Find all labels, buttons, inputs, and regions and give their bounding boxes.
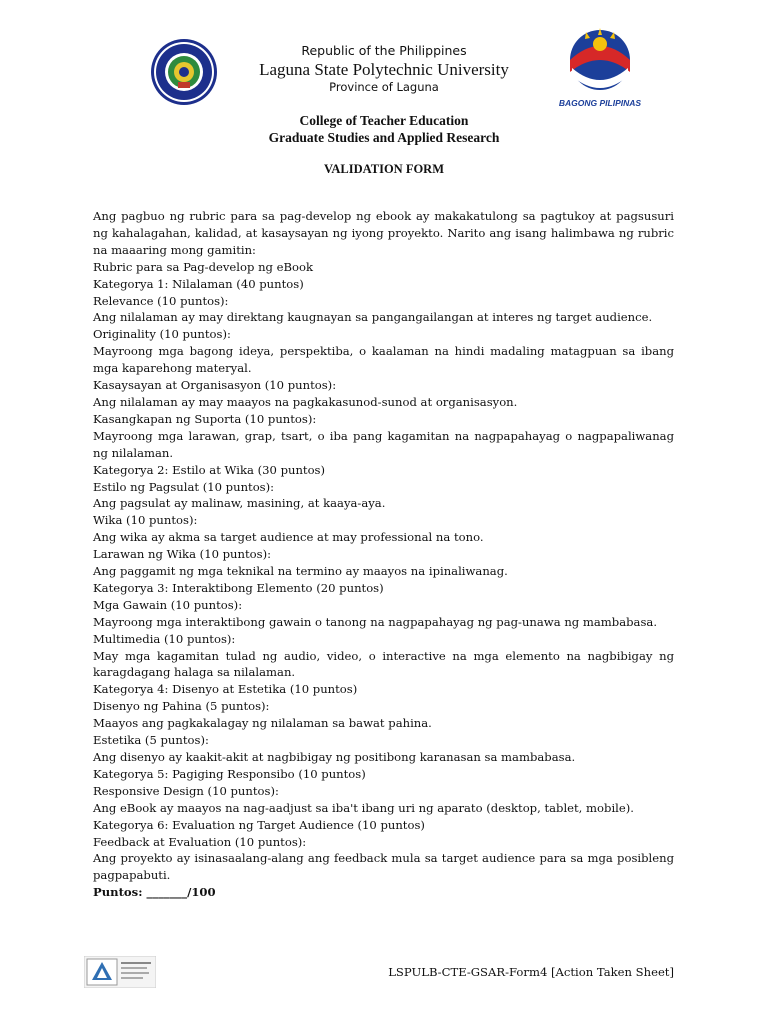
rubric-line: Kategorya 1: Nilalaman (40 puntos) <box>93 276 304 291</box>
rubric-line: Larawan ng Wika (10 puntos): <box>93 547 272 562</box>
rubric-line: Feedback at Evaluation (10 puntos): <box>93 834 307 849</box>
rubric-lines <box>93 259 674 885</box>
graduate-studies-line: Graduate Studies and Applied Research <box>268 130 500 145</box>
rubric-line: Mayroong mga interaktibong gawain o tanong na nagpapahayag ng pag-unawa ng mambabasa. <box>93 614 658 629</box>
intro-paragraph: Ang pagbuo ng rubric para sa pag-develop ng ebook ay makakatulong sa pagtukoy at pagsusuri ng kahalagahan, kalidad, at kasaysayan ng iyong proyekto. Narito ang isang halimbawa ng rubric na maaaring mong gamitin: <box>93 209 674 257</box>
republic-line: Republic of the Philippines <box>301 43 467 58</box>
rubric-line: Originality (10 puntos): <box>93 327 231 342</box>
score-line: Puntos: _______/100 <box>93 885 216 900</box>
rubric-line: May mga kagamitan tulad ng audio, video, o interactive na mga elemento na nagbibigay ng karagdagang halaga sa nilalaman. <box>93 648 674 680</box>
province-line: Province of Laguna <box>329 80 439 94</box>
rubric-line: Estilo ng Pagsulat (10 puntos): <box>93 479 275 494</box>
rubric-line: Ang nilalaman ay may direktang kaugnayan sa pangangailangan at interes ng target audience. <box>93 310 653 325</box>
university-name: Laguna State Polytechnic University <box>259 60 509 79</box>
rubric-line: Rubric para sa Pag-develop ng eBook <box>93 259 314 274</box>
rubric-line: Ang proyekto ay isinasaalang-alang ang feedback mula sa target audience para sa mga posibleng pagpapabuti. <box>93 851 674 883</box>
rubric-line: Kategorya 6: Evaluation ng Target Audience (10 puntos) <box>93 817 425 832</box>
rubric-line: Multimedia (10 puntos): <box>93 631 236 646</box>
rubric-line: Kasangkapan ng Suporta (10 puntos): <box>93 411 317 426</box>
rubric-line: Mayroong mga larawan, grap, tsart, o iba pang kagamitan na nagpapahayag o nagpapaliwanag ng nilalaman. <box>93 428 674 460</box>
rubric-line: Disenyo ng Pahina (5 puntos): <box>93 699 270 714</box>
rubric-line: Ang disenyo ay kaakit-akit at nagbibigay ng positibong karanasan sa mambabasa. <box>93 750 576 764</box>
form-title: VALIDATION FORM <box>323 162 445 176</box>
college-name: College of Teacher Education <box>299 113 469 128</box>
rubric-line: Kategorya 4: Disenyo at Estetika (10 puntos) <box>93 682 358 697</box>
rubric-line: Ang paggamit ng mga teknikal na termino ay maayos na ipinaliwanag. <box>93 564 508 579</box>
rubric-line: Ang wika ay akma sa target audience at may professional na tono. <box>93 530 484 545</box>
rubric-line: Mayroong mga bagong ideya, perspektiba, o kaalaman na hindi madaling matagpuan sa ibang mga kaparehong materyal. <box>93 344 674 376</box>
rubric-line: Ang nilalaman ay may maayos na pagkakasunod-sunod at organisasyon. <box>93 394 518 409</box>
rubric-line: Maayos ang pagkakalagay ng nilalaman sa bawat pahina. <box>93 716 432 731</box>
bagong-pilipinas-text: BAGONG PILIPINAS <box>558 98 642 108</box>
rubric-line: Mga Gawain (10 puntos): <box>93 597 243 612</box>
rubric-line: Ang pagsulat ay malinaw, masining, at kaaya-aya. <box>93 496 386 511</box>
form-code: LSPULB-CTE-GSAR-Form4 [Action Taken Sheet] <box>388 965 674 979</box>
rubric-content <box>93 208 674 901</box>
rubric-line: Relevance (10 puntos): <box>93 293 229 308</box>
rubric-line: Kategorya 5: Pagiging Responsibo (10 puntos) <box>93 766 366 781</box>
rubric-line: Kasaysayan at Organisasyon (10 puntos): <box>93 378 337 393</box>
rubric-line: Kategorya 3: Interaktibong Elemento (20 puntos) <box>93 580 384 595</box>
rubric-line: Ang eBook ay maayos na nag-aadjust sa iba't ibang uri ng aparato (desktop, tablet, mobile). <box>93 800 634 815</box>
rubric-line: Responsive Design (10 puntos): <box>93 783 279 798</box>
rubric-line: Wika (10 puntos): <box>93 513 198 528</box>
rubric-line: Estetika (5 puntos): <box>93 733 209 748</box>
iso-certification-badge <box>84 956 156 988</box>
rubric-line: Kategorya 2: Estilo at Wika (30 puntos) <box>93 462 326 477</box>
